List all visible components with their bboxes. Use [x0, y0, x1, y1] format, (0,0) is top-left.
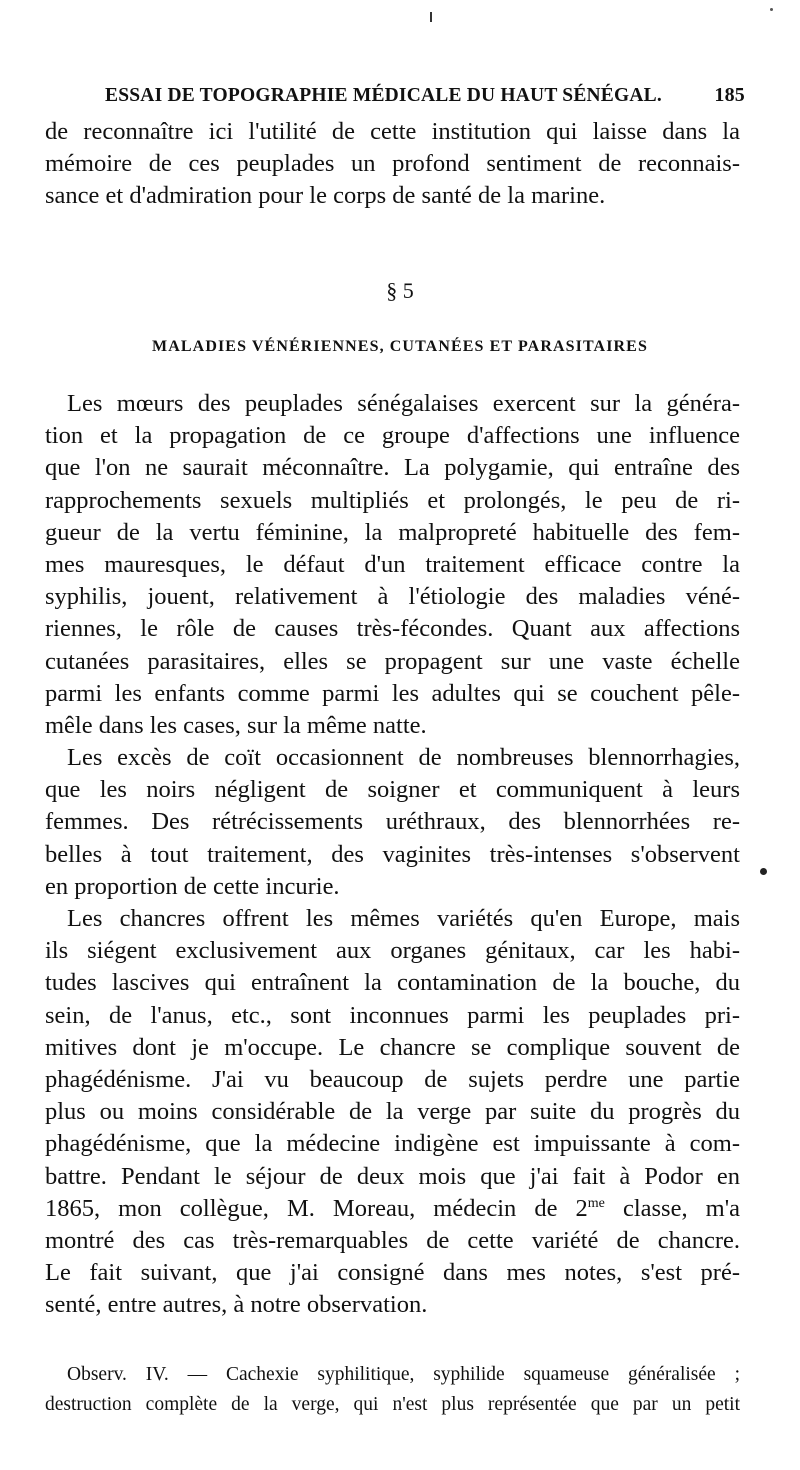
text-line: Le fait suivant, que j'ai consigné dans mes notes, s'est pré-: [45, 1259, 740, 1287]
section-title: MALADIES VÉNÉRIENNES, CUTANÉES ET PARASITAIRES: [152, 338, 648, 355]
text-line-with-superscript: [45, 1193, 740, 1225]
text-line: tion et la propagation de ce groupe d'affections une influence: [45, 422, 740, 450]
text-line: belles à tout traitement, des vaginites très-intenses s'observent: [45, 840, 740, 868]
text-line: senté, entre autres, à notre observation.: [45, 1291, 428, 1319]
text-fragment: 1865, mon collègue, M. Moreau, médecin de 2: [45, 1194, 588, 1222]
text-line: phagédénisme. J'ai vu beaucoup de sujets perdre une partie: [45, 1065, 740, 1093]
text-line: en proportion de cette incurie.: [45, 872, 340, 900]
section-number: § 5: [386, 278, 414, 303]
text-line: Les chancres offrent les mêmes variétés qu'en Europe, mais: [67, 905, 740, 932]
observation-line: destruction complète de la verge, qui n'est plus représentée que par un petit: [45, 1394, 740, 1415]
page-number: 185: [714, 84, 745, 106]
text-line: ils siégent exclusivement aux organes génitaux, car les habi-: [45, 937, 740, 965]
intro-paragraph: [45, 116, 740, 213]
text-line: Les mœurs des peuplades sénégalaises exercent sur la généra-: [67, 390, 740, 417]
text-line: rapprochements sexuels multipliés et prolongés, le peu de ri-: [45, 486, 740, 514]
observation-note: [45, 1360, 740, 1420]
text-line: de reconnaître ici l'utilité de cette institution qui laisse dans la: [45, 118, 740, 145]
margin-ink-dot: [760, 868, 767, 875]
text-line: que l'on ne saurait méconnaître. La polygamie, qui entraîne des: [45, 454, 740, 482]
text-line: parmi les enfants comme parmi les adultes qui se couchent pêle-: [45, 679, 740, 707]
running-header: [105, 84, 745, 114]
text-line: gueur de la vertu féminine, la malpropreté habituelle des fem-: [45, 518, 740, 546]
text-line: riennes, le rôle de causes très-fécondes. Quant aux affections: [45, 615, 740, 643]
text-line: sance et d'admiration pour le corps de santé de la marine.: [45, 182, 606, 210]
running-title: ESSAI DE TOPOGRAPHIE MÉDICALE DU HAUT SÉNÉGAL.: [105, 85, 662, 106]
text-line: plus ou moins considérable de la verge par suite du progrès du: [45, 1098, 740, 1126]
text-line: mêle dans les cases, sur la même natte.: [45, 711, 427, 739]
observation-line: Observ. IV. — Cachexie syphilitique, syphilide squameuse généralisée ;: [67, 1364, 740, 1385]
text-line: tudes lascives qui entraînent la contamination de la bouche, du: [45, 969, 740, 997]
stray-ink-mark: [430, 12, 432, 22]
text-line: mes mauresques, le défaut d'un traitement efficace contre la: [45, 550, 740, 578]
section-body: [45, 388, 740, 1321]
text-line: phagédénisme, que la médecine indigène est impuissante à com-: [45, 1130, 740, 1158]
text-line: cutanées parasitaires, elles se propagent sur une vaste échelle: [45, 647, 740, 675]
text-line: sein, de l'anus, etc., sont inconnues parmi les peuplades pri-: [45, 1001, 740, 1029]
text-line: syphilis, jouent, relativement à l'étiologie des maladies véné-: [45, 583, 740, 611]
text-line: montré des cas très-remarquables de cette variété de chancre.: [45, 1226, 740, 1254]
text-line: Les excès de coït occasionnent de nombreuses blennorrhagies,: [67, 744, 740, 772]
text-line: battre. Pendant le séjour de deux mois que j'ai fait à Podor en: [45, 1162, 740, 1190]
text-line: mitives dont je m'occupe. Le chancre se complique souvent de: [45, 1033, 740, 1061]
ink-speck: [770, 8, 773, 11]
superscript: me: [587, 1195, 605, 1211]
text-line: femmes. Des rétrécissements uréthraux, des blennorrhées re-: [45, 808, 740, 836]
text-fragment: classe, m'a: [604, 1194, 740, 1222]
text-line: mémoire de ces peuplades un profond sentiment de reconnais-: [45, 150, 740, 178]
text-line: que les noirs négligent de soigner et communiquent à leurs: [45, 776, 740, 804]
